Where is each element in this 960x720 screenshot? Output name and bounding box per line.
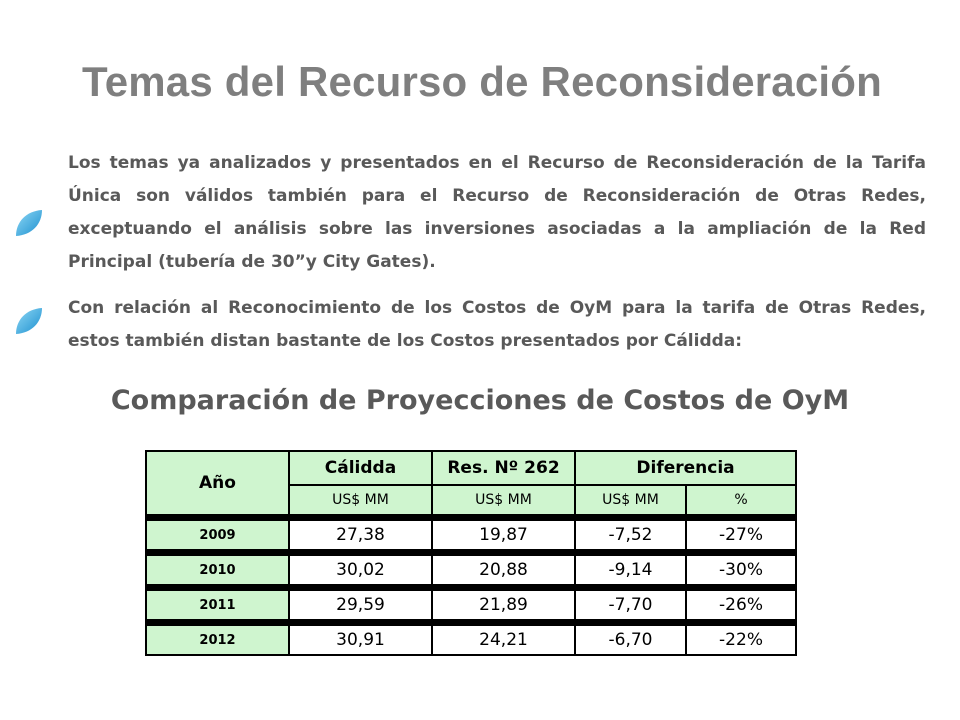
- cell-diff: -9,14: [575, 555, 686, 585]
- table-header-row: [146, 451, 796, 485]
- table-subtitle: Comparación de Proyecciones de Costos de OyM: [110, 385, 850, 416]
- cell-res: 19,87: [432, 520, 575, 550]
- cell-diff: -7,52: [575, 520, 686, 550]
- cell-pct: -27%: [686, 520, 796, 550]
- bullet-text-2: Con relación al Reconocimiento de los Costos de OyM para la tarifa de Otras Redes, estos también distan bastante de los Costos presentados por Cálidda:: [68, 298, 926, 351]
- header-calidda: Cálidda: [289, 451, 432, 485]
- cell-year: 2010: [146, 555, 289, 585]
- unit-diff-pct: %: [686, 485, 796, 515]
- cell-pct: -22%: [686, 625, 796, 655]
- table-row: [146, 590, 796, 620]
- cell-res: 24,21: [432, 625, 575, 655]
- leaf-bullet-icon: [14, 306, 44, 336]
- table-row: [146, 520, 796, 550]
- header-diff: Diferencia: [575, 451, 796, 485]
- cell-pct: -26%: [686, 590, 796, 620]
- unit-res: US$ MM: [432, 485, 575, 515]
- cell-res: 20,88: [432, 555, 575, 585]
- cell-calidda: 30,91: [289, 625, 432, 655]
- bullet-text-1: Los temas ya analizados y presentados en el Recurso de Reconsideración de la Tarifa Única son válidos también para el Recurso de Reconsideración de Otras Redes, exceptuando el análisis sobre las inversiones asociadas a la ampliación de la Red Principal (tubería de 30”y City Gates).: [68, 153, 926, 272]
- cell-calidda: 29,59: [289, 590, 432, 620]
- header-res: Res. Nº 262: [432, 451, 575, 485]
- cell-year: 2009: [146, 520, 289, 550]
- table-row: [146, 625, 796, 655]
- cell-diff: -6,70: [575, 625, 686, 655]
- cell-year: 2011: [146, 590, 289, 620]
- cell-calidda: 30,02: [289, 555, 432, 585]
- header-year: Año: [146, 451, 289, 515]
- cell-year: 2012: [146, 625, 289, 655]
- slide-title: Temas del Recurso de Reconsideración: [81, 58, 883, 105]
- leaf-bullet-icon: [14, 208, 44, 238]
- unit-diff-abs: US$ MM: [575, 485, 686, 515]
- cell-res: 21,89: [432, 590, 575, 620]
- cell-diff: -7,70: [575, 590, 686, 620]
- table-row: [146, 555, 796, 585]
- unit-calidda: US$ MM: [289, 485, 432, 515]
- cell-calidda: 27,38: [289, 520, 432, 550]
- cell-pct: -30%: [686, 555, 796, 585]
- cost-comparison-table: [145, 450, 797, 656]
